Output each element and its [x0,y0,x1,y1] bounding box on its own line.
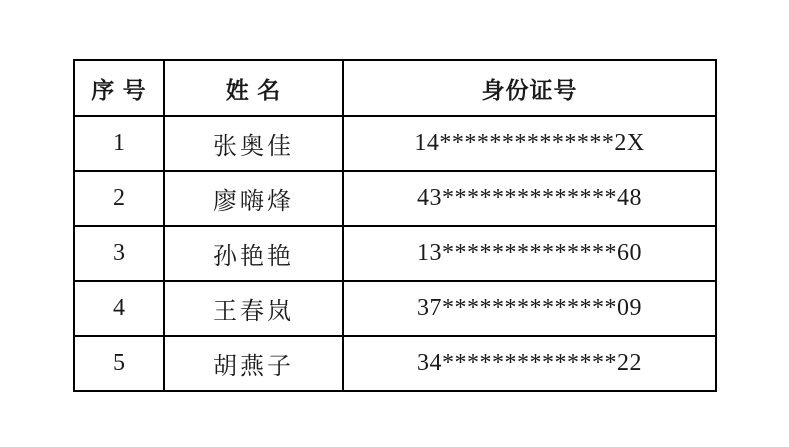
header-cell-id-number: 身份证号 [343,60,716,116]
cell-id-number: 43**************48 [343,171,716,226]
cell-name: 孙艳艳 [164,226,343,281]
table-row [74,116,716,171]
table-row [74,226,716,281]
cell-index: 3 [74,226,164,281]
header-cell-name: 姓 名 [164,60,343,116]
table-header-row [74,60,716,116]
table-row [74,336,716,391]
cell-name: 张奥佳 [164,116,343,171]
cell-index: 4 [74,281,164,336]
table-row [74,171,716,226]
cell-index: 1 [74,116,164,171]
header-cell-index: 序 号 [74,60,164,116]
id-roster-table [73,59,717,392]
cell-name: 王春岚 [164,281,343,336]
cell-id-number: 13**************60 [343,226,716,281]
table-body [74,116,716,391]
cell-index: 5 [74,336,164,391]
cell-id-number: 14**************2X [343,116,716,171]
table-row [74,60,716,116]
cell-name: 胡燕子 [164,336,343,391]
cell-id-number: 37**************09 [343,281,716,336]
cell-index: 2 [74,171,164,226]
table-row [74,281,716,336]
cell-id-number: 34**************22 [343,336,716,391]
cell-name: 廖嗨烽 [164,171,343,226]
